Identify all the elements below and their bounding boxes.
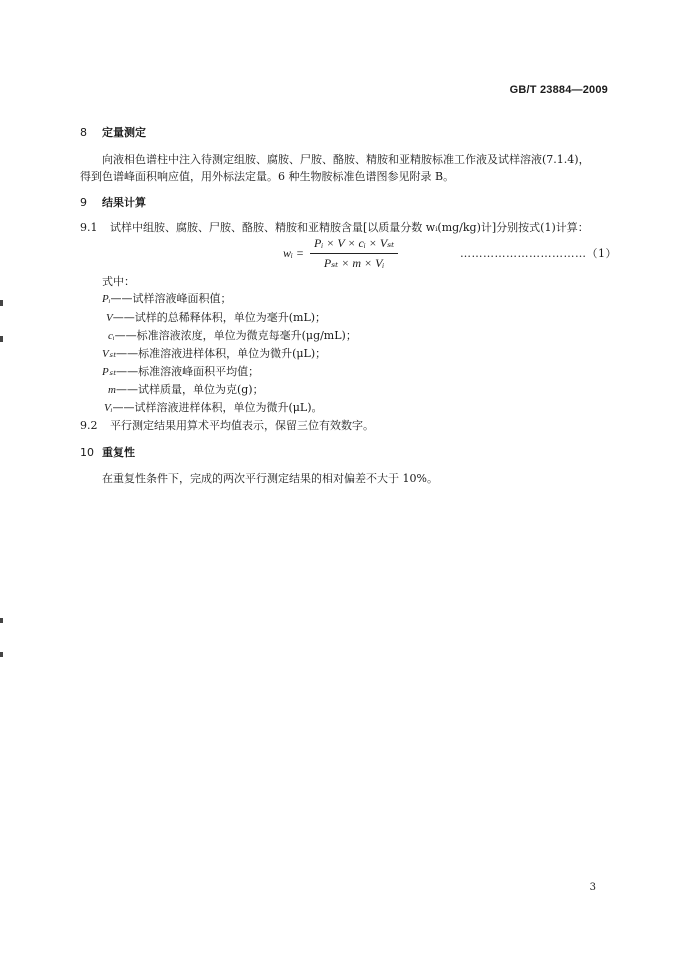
s10-text: 在重复性条件下，完成的两次平行测定结果的相对偏差不大于 10%。 <box>102 472 438 485</box>
variable-def <box>106 309 326 325</box>
variable-symbol: Vᵢ <box>104 402 113 414</box>
clause-9-2 <box>80 416 374 435</box>
formula-lhs: wᵢ = <box>283 246 304 260</box>
clause-text: 试样中组胺、腐胺、尸胺、酪胺、精胺和亚精胺含量[以质量分数 wᵢ(mg/kg)计]分别按式(1)计算： <box>110 221 589 234</box>
variable-desc: ——标准溶液进样体积，单位为微升(μL)； <box>116 347 327 360</box>
formula-denominator: Pₛₜ × m × Vᵢ <box>323 256 385 270</box>
variable-def <box>102 345 326 361</box>
s8-line-2: 得到色谱峰面积响应值，用外标法定量。6 种生物胺标准色谱图参见附录 B。 <box>80 170 455 183</box>
variable-desc: ——标准溶液浓度，单位为微克每毫升(μg/mL)； <box>114 329 357 342</box>
section-number: 9 <box>80 196 87 209</box>
variable-desc: ——试样溶液峰面积值； <box>110 292 232 305</box>
variable-desc: ——标准溶液峰面积平均值； <box>116 365 260 378</box>
formula-numerator: Pᵢ × V × cᵢ × Vₛₜ <box>310 236 398 254</box>
variable-symbol: m <box>108 384 116 396</box>
variable-symbol: V <box>106 312 113 324</box>
section-number: 10 <box>80 446 94 459</box>
variable-symbol: cᵢ <box>108 330 115 342</box>
s8-line-1: 向液相色谱柱中注入待测定组胺、腐胺、尸胺、酪胺、精胺和亚精胺标准工作液及试样溶液(7.1.4)， <box>102 153 590 166</box>
variable-def <box>108 327 357 343</box>
clause-text: 平行测定结果用算术平均值表示，保留三位有效数字。 <box>110 419 374 432</box>
scan-mark <box>0 300 3 306</box>
scan-mark <box>0 618 3 623</box>
variable-desc: ——试样质量，单位为克(g)； <box>115 383 264 396</box>
variable-desc: ——试样溶液进样体积，单位为微升(μL)。 <box>112 401 323 414</box>
variable-def <box>102 363 259 379</box>
variable-def <box>104 399 323 415</box>
variable-symbol: Pᵢ <box>102 293 111 305</box>
section-8-heading <box>80 124 146 140</box>
page-number: 3 <box>589 882 596 893</box>
variable-def <box>108 381 264 397</box>
standard-code: GB/T 23884—2009 <box>509 84 608 96</box>
where-label: 式中： <box>102 275 135 288</box>
equation-number: ……………………………（1） <box>460 247 617 260</box>
clause-9-1 <box>80 218 589 237</box>
section-9-heading <box>80 194 146 210</box>
scan-mark <box>0 336 3 342</box>
formula-1 <box>283 236 398 271</box>
variable-desc: ——试样的总稀释体积，单位为毫升(mL)； <box>112 311 327 324</box>
section-title: 定量测定 <box>102 126 146 139</box>
section-title: 结果计算 <box>102 196 146 209</box>
variable-symbol: Pₛₜ <box>102 366 117 378</box>
clause-label: 9.1 <box>80 221 98 234</box>
formula-fraction <box>310 236 398 271</box>
section-10-heading <box>80 444 135 460</box>
section-number: 8 <box>80 126 87 139</box>
variable-def <box>102 290 231 306</box>
scan-mark <box>0 652 3 657</box>
variable-symbol: Vₛₜ <box>102 348 117 360</box>
section-title: 重复性 <box>102 446 135 459</box>
clause-label: 9.2 <box>80 419 98 432</box>
